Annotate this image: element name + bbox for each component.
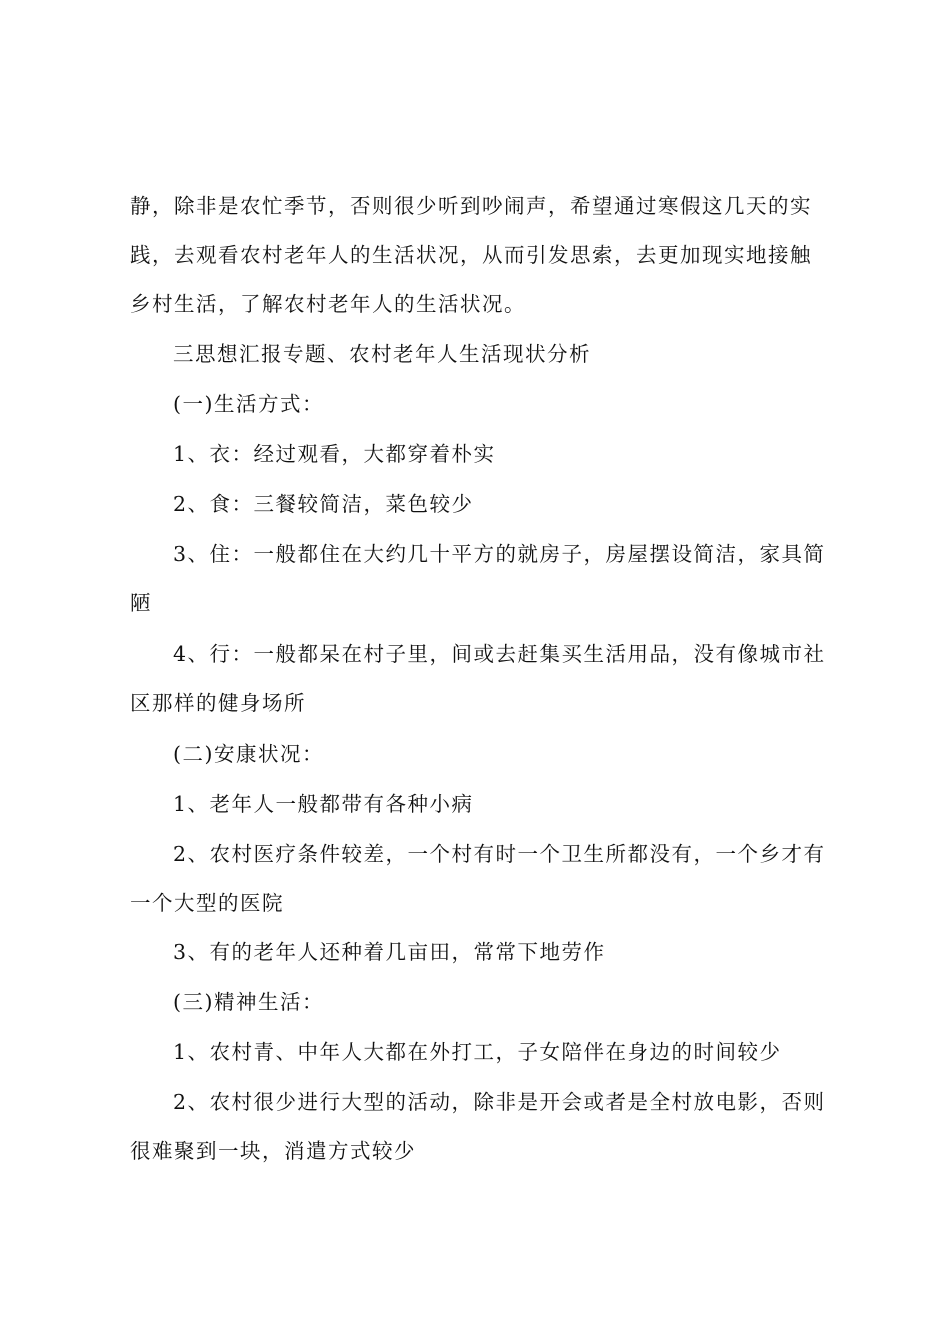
text-line: 乡村生活，了解农村老年人的生活状况。 xyxy=(130,292,526,316)
section-heading xyxy=(130,330,830,379)
text-line: 区那样的健身场所 xyxy=(130,691,306,715)
list-item-housing xyxy=(130,530,830,628)
subsection-heading-spiritual xyxy=(130,978,830,1027)
list-item-clothing xyxy=(130,430,830,479)
text-line: 2、食：三餐较简洁，菜色较少 xyxy=(173,492,474,516)
list-item-farming xyxy=(130,928,830,977)
list-item-medical xyxy=(130,830,830,928)
text-line: 1、衣：经过观看，大都穿着朴实 xyxy=(173,442,496,466)
text-line: 3、有的老年人还种着几亩田，常常下地劳作 xyxy=(173,940,606,964)
list-item-transport xyxy=(130,630,830,728)
text-line: 1、老年人一般都带有各种小病 xyxy=(173,792,474,816)
text-line: 1、农村青、中年人大都在外打工，子女陪伴在身边的时间较少 xyxy=(173,1040,782,1064)
section-heading-text: 三思想汇报专题、农村老年人生活现状分析 xyxy=(173,342,591,366)
list-item-activities xyxy=(130,1078,830,1176)
text-line: 静，除非是农忙季节，否则很少听到吵闹声，希望通过寒假这几天的实 xyxy=(130,194,812,218)
subsection-heading-lifestyle xyxy=(130,380,830,429)
text-line: 2、农村医疗条件较差，一个村有时一个卫生所都没有，一个乡才有 xyxy=(173,842,826,866)
text-line: 2、农村很少进行大型的活动，除非是开会或者是全村放电影，否则 xyxy=(173,1090,826,1114)
subsection-heading-health xyxy=(130,730,830,779)
subsection-heading-text: (三)精神生活： xyxy=(173,990,324,1014)
list-item-food xyxy=(130,480,830,529)
text-line: 陋 xyxy=(130,591,152,615)
text-line: 践，去观看农村老年人的生活状况，从而引发思索，去更加现实地接触 xyxy=(130,243,812,267)
paragraph-intro-continued xyxy=(130,182,830,329)
text-line: 一个大型的医院 xyxy=(130,891,284,915)
subsection-heading-text: (二)安康状况： xyxy=(173,742,324,766)
text-line: 4、行：一般都呆在村子里，间或去赶集买生活用品，没有像城市社 xyxy=(173,642,826,666)
subsection-heading-text: (一)生活方式： xyxy=(173,392,324,416)
text-line: 很难聚到一块，消遣方式较少 xyxy=(130,1139,416,1163)
list-item-companionship xyxy=(130,1028,830,1077)
list-item-illness xyxy=(130,780,830,829)
text-line: 3、住：一般都住在大约几十平方的就房子，房屋摆设简洁，家具简 xyxy=(173,542,826,566)
